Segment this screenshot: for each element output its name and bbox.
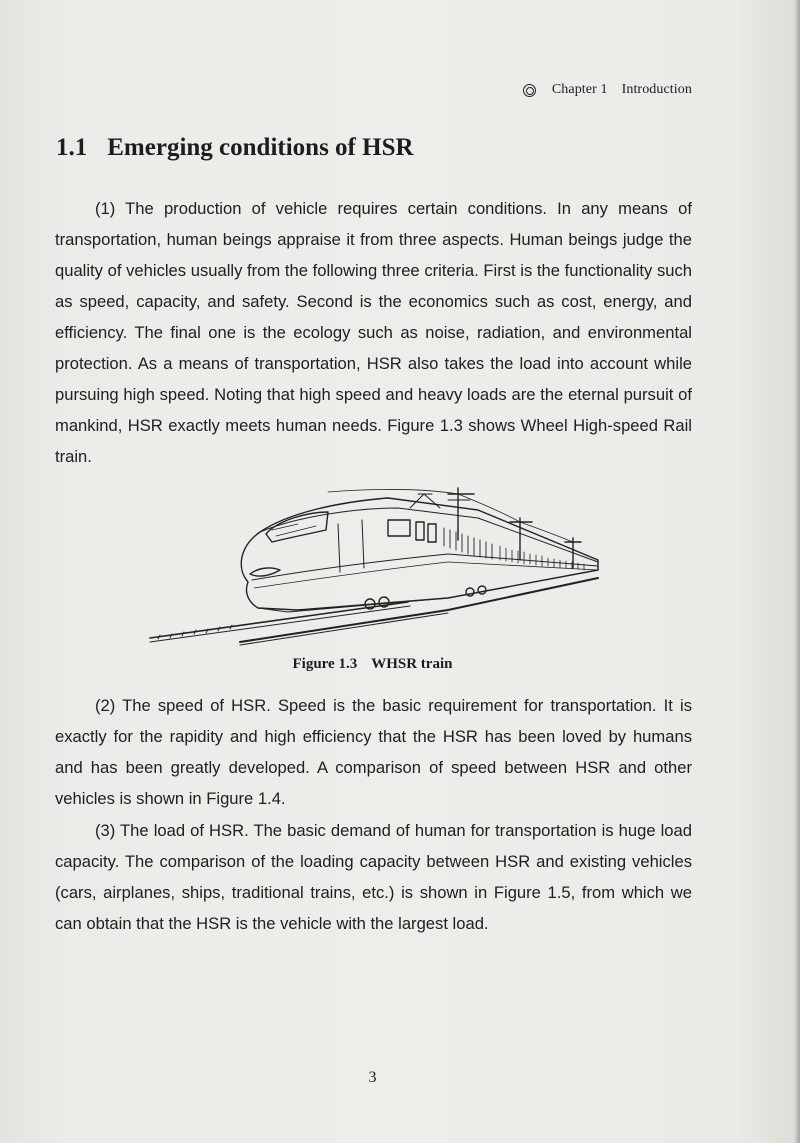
train-illustration-icon bbox=[148, 480, 608, 650]
paragraph-3 bbox=[55, 815, 692, 939]
section-title: Emerging conditions of HSR bbox=[107, 134, 414, 161]
figure-caption bbox=[0, 656, 745, 673]
figure-label: Figure 1.3 bbox=[292, 656, 358, 672]
paragraph-1-text: (1) The production of vehicle requires certain conditions. In any means of transportation, human beings appraise it from three aspects. Human beings judge the quality of vehicles usually from the following three criteria. First is the functionality such as speed, capacity, and safety. Second is the economics such as cost, energy, and efficiency. The final one is the ecology such as noise, radiation, and environmental protection. As a means of transportation, HSR also takes the load into account while pursuing high speed. Noting that high speed and heavy loads are the eternal pursuit of mankind, HSR exactly meets human needs. Figure 1.3 shows Wheel High-speed Rail train. bbox=[55, 199, 692, 466]
header-chapter: Chapter 1 bbox=[551, 82, 608, 97]
paragraph-1 bbox=[55, 193, 692, 472]
page-edge-shadow bbox=[794, 0, 800, 1143]
paragraph-2-text: (2) The speed of HSR. Speed is the basic requirement for transportation. It is exactly for the rapidity and high efficiency that the HSR has been loved by humans and has been greatly developed. A comparison of speed between HSR and other vehicles is shown in Figure 1.4. bbox=[55, 696, 692, 808]
page-number: 3 bbox=[368, 1069, 377, 1086]
paragraph-3-text: (3) The load of HSR. The basic demand of human for transportation is huge load capacity. The comparison of the loading capacity between HSR and existing vehicles (cars, airplanes, ships, traditional trains, etc.) is shown in Figure 1.5, from which we can obtain that the HSR is the vehicle with the largest load. bbox=[55, 821, 692, 933]
figure-caption-text: WHSR train bbox=[371, 656, 453, 672]
running-header bbox=[523, 82, 692, 98]
train-figure bbox=[148, 480, 608, 650]
section-number: 1.1 bbox=[56, 134, 88, 161]
paragraph-2 bbox=[55, 690, 692, 814]
chapter-bullet-icon bbox=[523, 84, 536, 97]
section-heading bbox=[56, 134, 414, 162]
header-title: Introduction bbox=[621, 82, 692, 97]
